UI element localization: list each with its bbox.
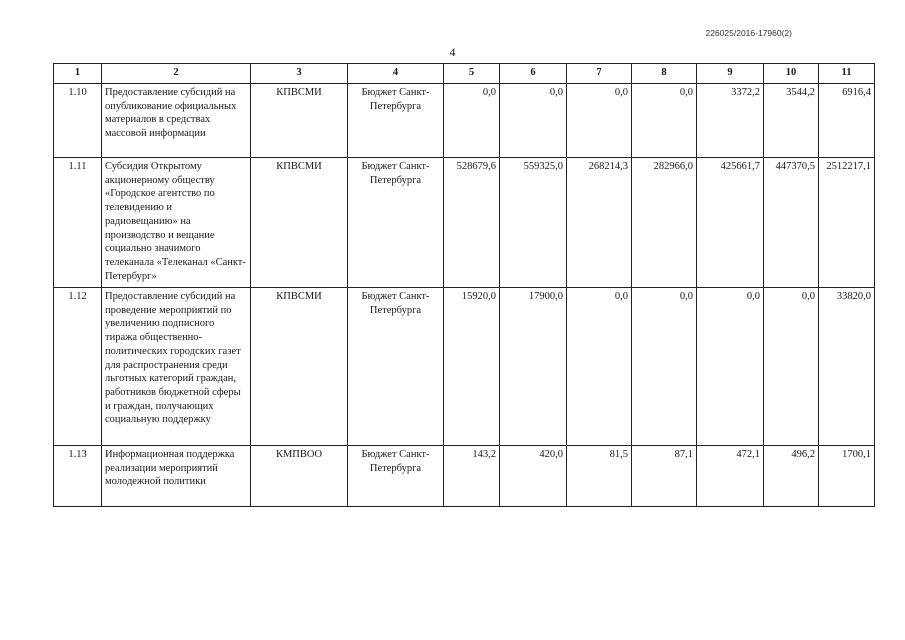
row-index: 1.10 [54,84,102,158]
value-cell: 528679,6 [444,158,500,288]
value-cell: 3372,2 [697,84,764,158]
value-cell: 496,2 [764,446,819,507]
column-header: 2 [102,64,251,84]
executor-code: КМПВОО [251,446,348,507]
column-header: 5 [444,64,500,84]
value-cell: 447370,5 [764,158,819,288]
executor-code: КПВСМИ [251,84,348,158]
value-cell: 143,2 [444,446,500,507]
column-header: 8 [632,64,697,84]
row-index: 1.11 [54,158,102,288]
column-header: 4 [348,64,444,84]
funding-source: Бюджет Санкт-Петербурга [348,446,444,507]
value-cell: 0,0 [764,288,819,446]
total-cell: 1700,1 [819,446,875,507]
value-cell: 15920,0 [444,288,500,446]
value-cell: 420,0 [500,446,567,507]
column-header: 3 [251,64,348,84]
funding-source: Бюджет Санкт-Петербурга [348,158,444,288]
measure-name: Предоставление субсидий на проведение мероприятий по увеличению подписного тиража общественно-политических городских газет для распространения среди льготных категорий граждан, работников бюджетной сферы и граждан, получающих социальную поддержку [102,288,251,446]
funding-source: Бюджет Санкт-Петербурга [348,84,444,158]
table-row [54,158,875,288]
value-cell: 17900,0 [500,288,567,446]
table-row [54,288,875,446]
table-row [54,84,875,158]
page-number: 4 [449,45,456,59]
value-cell: 0,0 [632,288,697,446]
value-cell: 0,0 [697,288,764,446]
value-cell: 3544,2 [764,84,819,158]
column-header: 7 [567,64,632,84]
header-row [54,64,875,84]
value-cell: 0,0 [444,84,500,158]
measure-name: Информационная поддержка реализации мероприятий молодежной политики [102,446,251,507]
table-row [54,446,875,507]
measure-name: Субсидия Открытому акционерному обществу «Городское агентство по телевидению и радиовещанию» на производство и вещание социально значимого телеканала «Телеканал «Санкт-Петербург» [102,158,251,288]
column-header: 6 [500,64,567,84]
value-cell: 282966,0 [632,158,697,288]
column-header: 9 [697,64,764,84]
column-header: 11 [819,64,875,84]
executor-code: КПВСМИ [251,158,348,288]
column-header: 10 [764,64,819,84]
value-cell: 268214,3 [567,158,632,288]
funding-source: Бюджет Санкт-Петербурга [348,288,444,446]
value-cell: 559325,0 [500,158,567,288]
value-cell: 81,5 [567,446,632,507]
total-cell: 2512217,1 [819,158,875,288]
value-cell: 425661,7 [697,158,764,288]
row-index: 1.13 [54,446,102,507]
value-cell: 87,1 [632,446,697,507]
measure-name: Предоставление субсидий на опубликование официальных материалов в средствах массовой информации [102,84,251,158]
row-index: 1.12 [54,288,102,446]
value-cell: 0,0 [567,84,632,158]
value-cell: 0,0 [632,84,697,158]
value-cell: 0,0 [500,84,567,158]
column-header: 1 [54,64,102,84]
executor-code: КПВСМИ [251,288,348,446]
total-cell: 6916,4 [819,84,875,158]
value-cell: 0,0 [567,288,632,446]
total-cell: 33820,0 [819,288,875,446]
budget-table [53,63,875,507]
document-id: 226025/2016-17960(2) [705,28,792,38]
value-cell: 472,1 [697,446,764,507]
